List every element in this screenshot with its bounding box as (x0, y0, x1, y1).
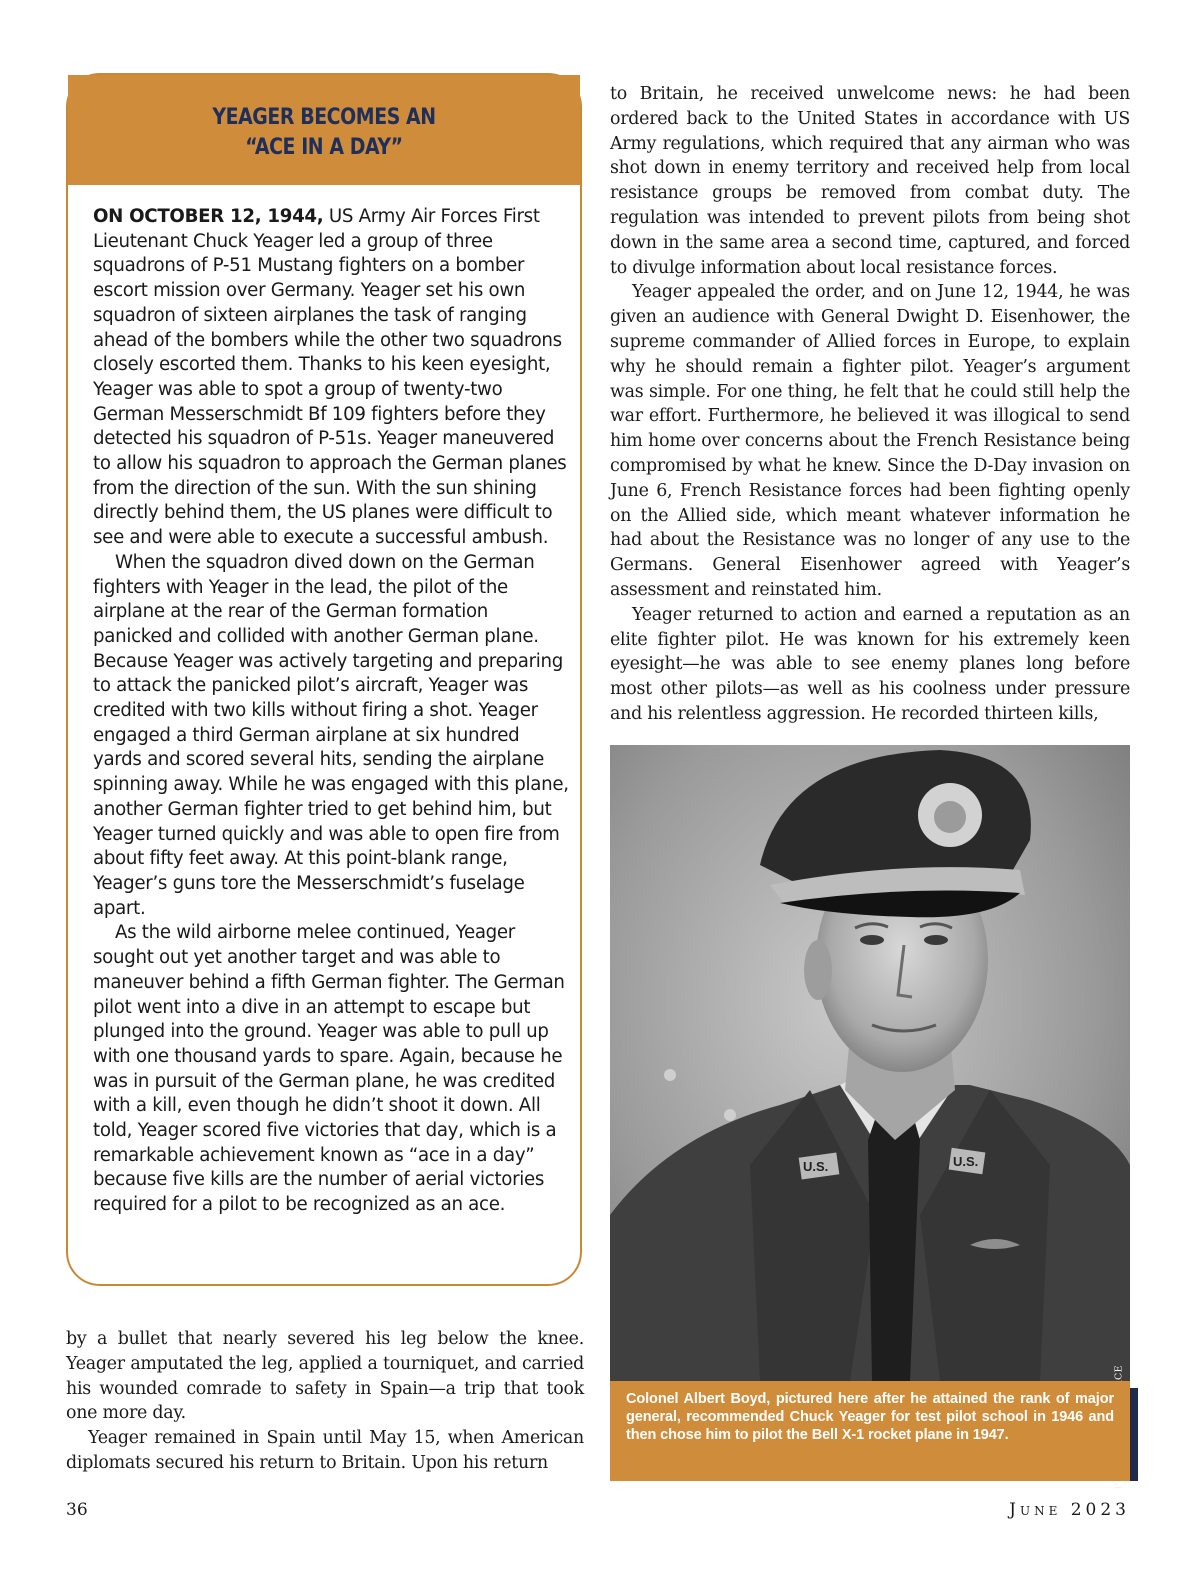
sidebar-title-line2: “ACE IN A DAY” (245, 135, 403, 160)
sidebar-title-line1: YEAGER BECOMES AN (212, 105, 436, 130)
left-paragraph-2: Yeager remained in Spain until May 15, when American diplomats secured his return to Britain. Upon his return (66, 1428, 584, 1473)
sidebar-box (66, 73, 582, 1286)
photo-caption: Colonel Albert Boyd, pictured here after he attained the rank of major general, recommended Chuck Yeager for test pilot school in 1946 and then chose him to pilot the Bell X-1 rocket plane in 1947. (626, 1391, 1114, 1443)
caption-shadow (1130, 1388, 1138, 1481)
sidebar-title (104, 103, 544, 163)
sidebar-header (68, 75, 580, 185)
right-paragraph-3: Yeager returned to action and earned a reputation as an elite fighter pilot. He was known for his extremely keen eyesight—he was able to see enemy planes long before most other pilots—as well as his coolness under pressure and his relentless aggression. He recorded thirteen kills, (610, 604, 1130, 724)
sidebar-paragraph-3: As the wild airborne melee continued, Yeager sought out yet another target and was able to maneuver behind a fifth German fighter. The German pilot went into a dive in an attempt to escape but plunged into the ground. Yeager was able to pull up with one thousand yards to spare. Again, because he was in pursuit of the German plane, he was credited with a kill, even though he didn’t shoot it down. All told, Yeager scored five victories that day, which is a remarkable achievement known as “ace in a day” because five kills are the number of aerial victories required for a pilot to be recognized as an ace. (93, 922, 565, 1216)
right-column-text (610, 82, 1130, 727)
right-paragraph-1: to Britain, he received unwelcome news: he had been ordered back to the United States in accordance with US Army regulations, which required that any airman who was shot down in enemy territory and received help from local resistance groups be removed from combat duty. The regulation was intended to prevent pilots from being shot down in the same area a second time, captured, and forced to divulge information about local resistance forces. (610, 84, 1130, 278)
sidebar-paragraph-1 (93, 205, 569, 551)
left-bottom-text (66, 1327, 584, 1476)
page-number: 36 (66, 1500, 88, 1520)
collar-insignia-left: U.S. (803, 1159, 829, 1174)
sidebar-paragraph-1-text: US Army Air Forces First Lieutenant Chuck Yeager led a group of three squadrons of P-51 Mustang fighters on a bomber escort mission over Germany. Yeager set his own squadron of sixteen airplanes the task of ranging ahead of the bombers while the other two squadrons closely escorted them. Thanks to his keen eyesight, Yeager was able to spot a group of twenty-two German Messerschmidt Bf 109 fighters before they detected his squadron of P-51s. Yeager maneuvered to allow his squadron to approach the German planes from the direction of the sun. With the sun shining directly behind them, the US planes were difficult to see and were able to execute a successful ambush. (93, 206, 567, 549)
sidebar-lead: ON OCTOBER 12, 1944, (93, 206, 324, 227)
issue-date: June 2023 (1009, 1500, 1130, 1520)
left-paragraph-1: by a bullet that nearly severed his leg below the knee. Yeager amputated the leg, applied a tourniquet, and carried his wounded comrade to safety in Spain—a trip that took one more day. (66, 1329, 584, 1424)
sidebar-paragraph-2: When the squadron dived down on the German fighters with Yeager in the lead, the pilot of the airplane at the rear of the German formation panicked and collided with another German plane. Because Yeager was actively targeting and preparing to attack the panicked pilot’s aircraft, Yeager was credited with two kills without firing a shot. Yeager engaged a third German airplane at six hundred yards and scored several hits, sending the airplane spinning away. While he was engaged with this plane, another German fighter tried to get behind him, but Yeager turned quickly and was able to open fire from about fifty feet away. At this point-blank range, Yeager’s guns tore the Messerschmidt’s fuselage apart. (93, 551, 569, 919)
right-paragraph-2: Yeager appealed the order, and on June 12, 1944, he was given an audience with General Dwight D. Eisenhower, the supreme commander of Allied forces in Europe, to explain why he should remain a fighter pilot. Yeager’s argument was simple. For one thing, he felt that he could still help the war effort. Furthermore, he believed it was illogical to send him home over concerns about the French Resistance being compromised by what he knew. Since the D-Day invasion on June 6, French Resistance forces had been fighting openly on the Allied side, which meant whatever information he had about the Resistance was no longer of any use to the Germans. General Eisenhower agreed with Yeager’s assessment and reinstated him. (610, 282, 1130, 600)
photo-caption-box (610, 1381, 1130, 1481)
portrait-illustration (610, 745, 1130, 1381)
collar-insignia-right: U.S. (953, 1154, 979, 1169)
portrait-photo (610, 745, 1130, 1381)
sidebar-body (93, 205, 569, 1218)
